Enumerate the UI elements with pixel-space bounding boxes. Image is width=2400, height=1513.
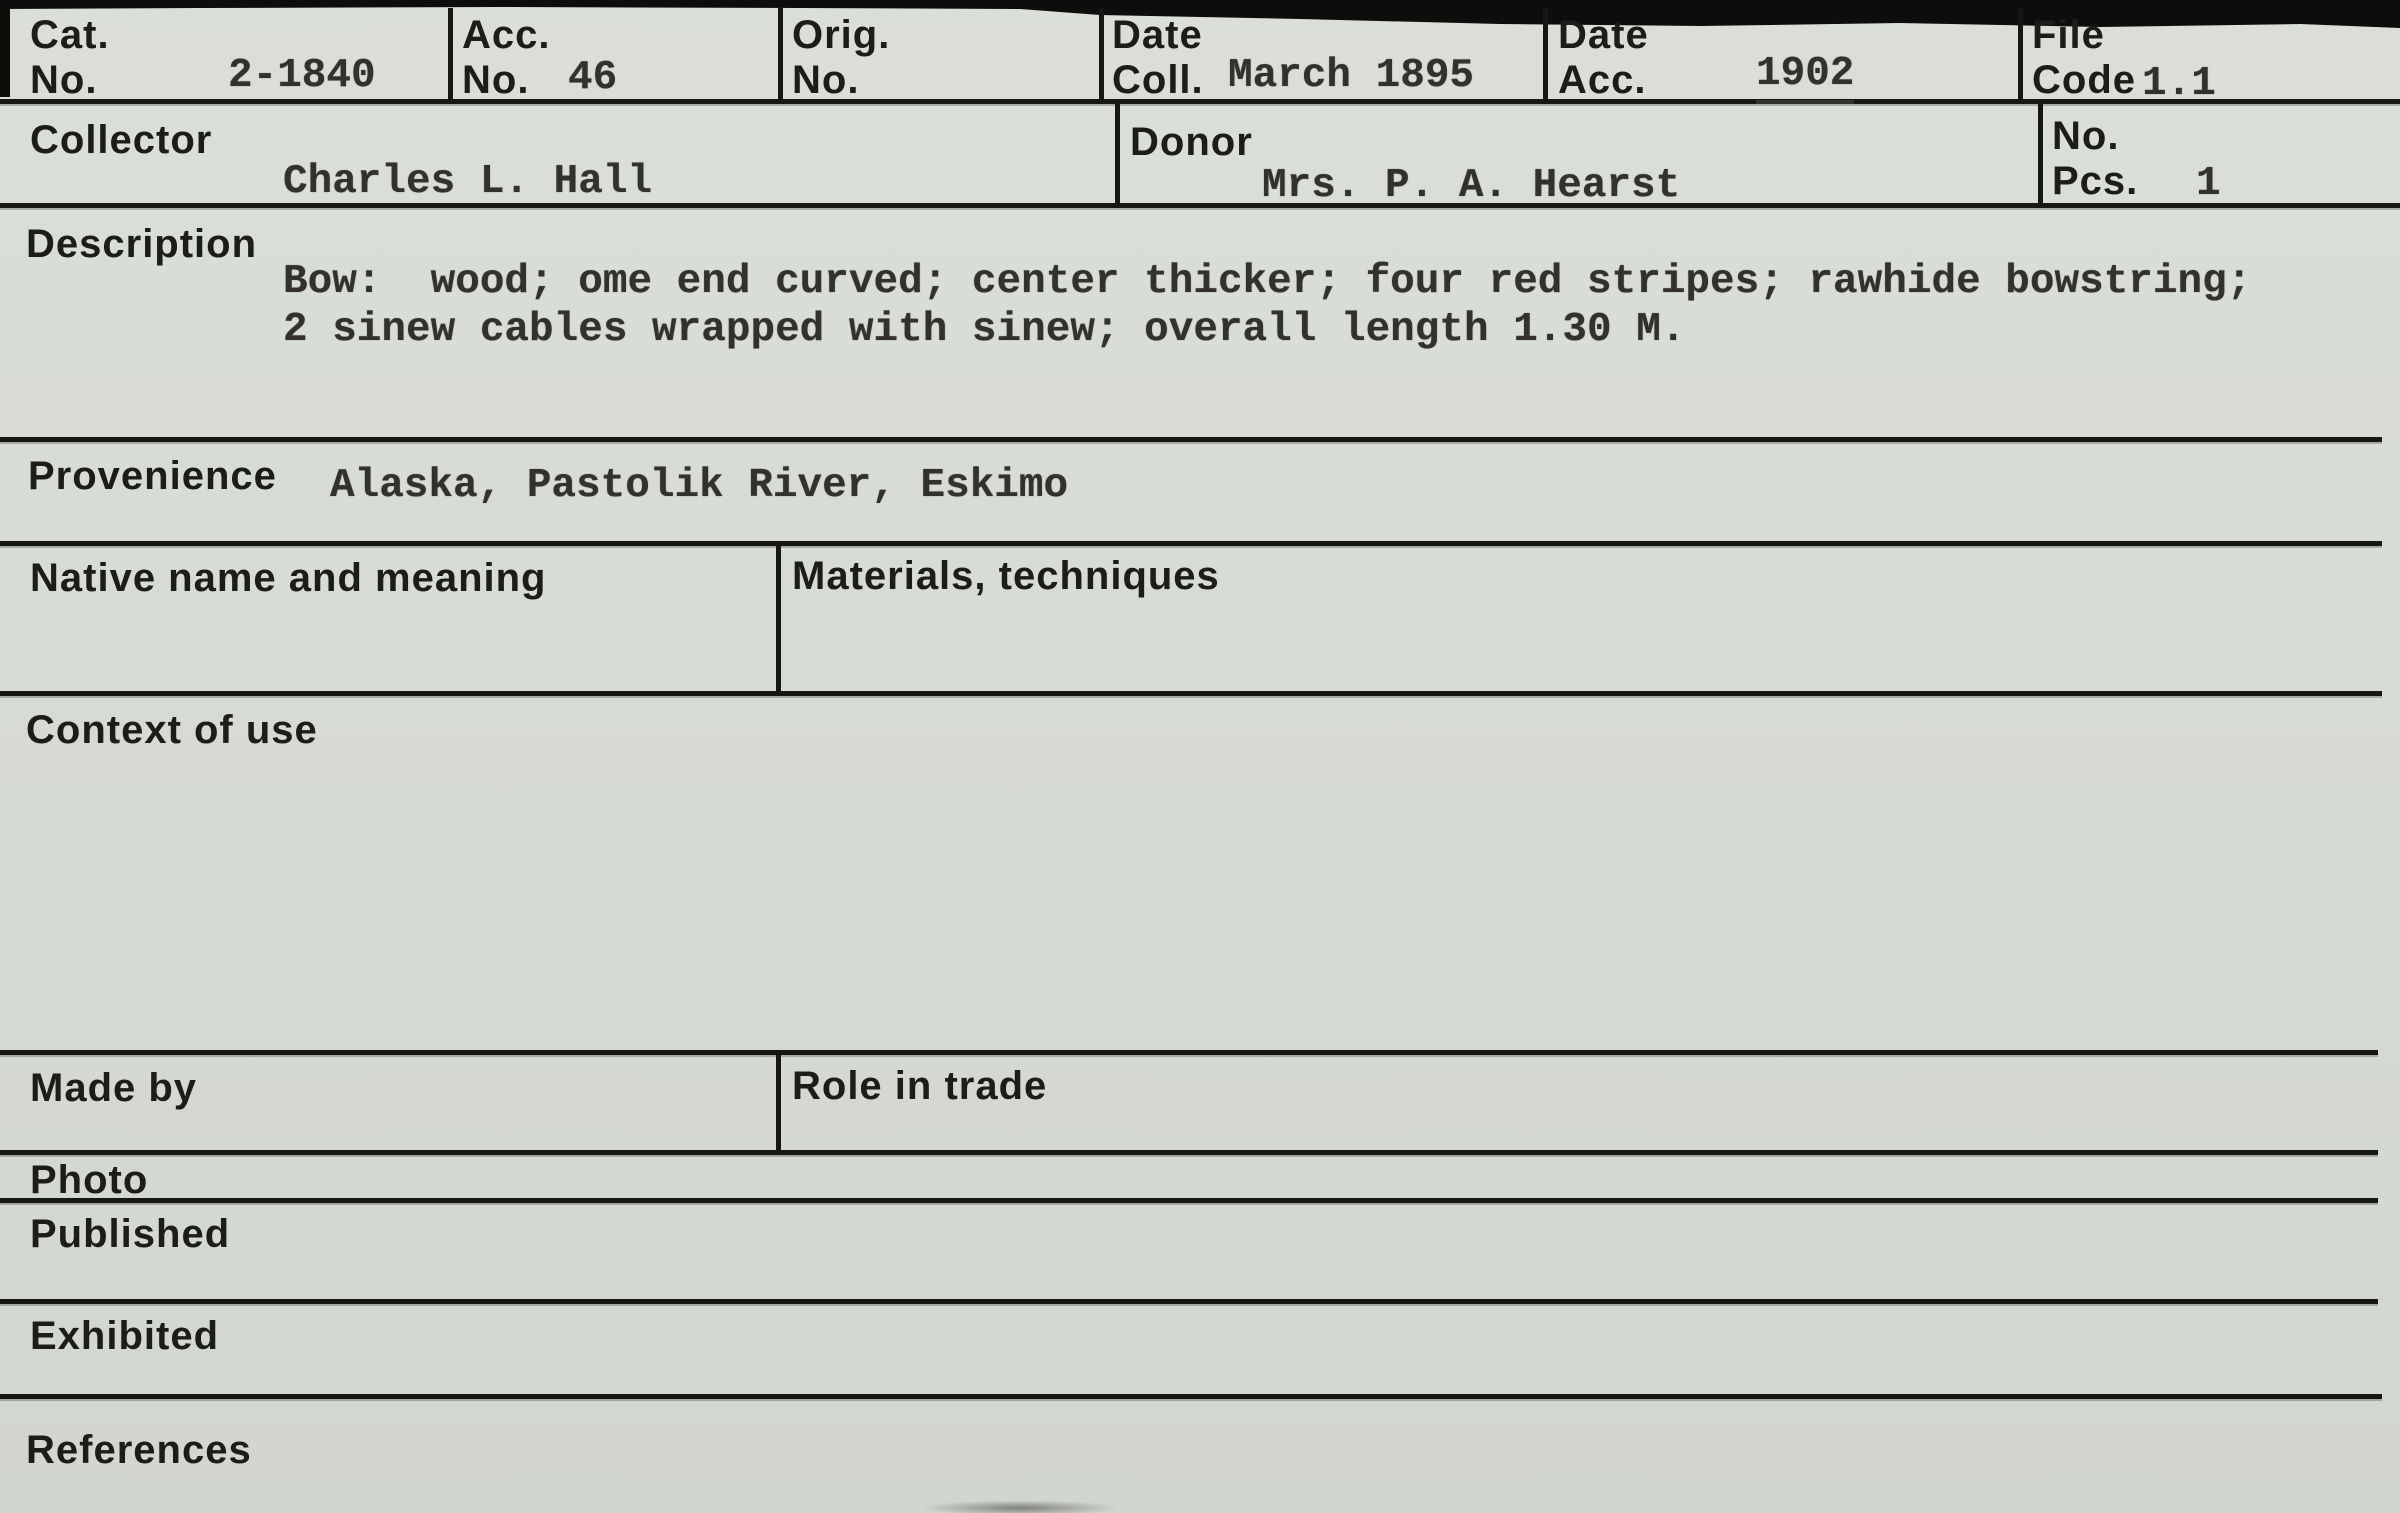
description-line1: Bow: wood; ome end curved; center thicker; four red stripes; rawhide bowstring; — [283, 259, 2252, 305]
divider-native-materials — [776, 541, 781, 693]
native-name-label: Native name and meaning — [30, 556, 547, 600]
divider-collector-donor — [1115, 99, 1120, 205]
divider-cat-acc — [448, 8, 453, 101]
description-line2: 2 sinew cables wrapped with sinew; overall length 1.30 M. — [283, 307, 1686, 353]
role-in-trade-label: Role in trade — [792, 1064, 1048, 1108]
cat-no-value: 2-1840 — [228, 53, 376, 99]
date-acc-label: Date Acc. — [1558, 13, 1649, 102]
rule-under-made-by-row — [0, 1150, 2378, 1155]
rule-under-exhibited-row — [0, 1394, 2382, 1399]
divider-donor-nopcs — [2038, 99, 2043, 205]
made-by-label: Made by — [30, 1066, 198, 1110]
rule-under-published-row — [0, 1299, 2378, 1304]
file-code-label: File Code — [2032, 13, 2136, 102]
description-label: Description — [26, 222, 258, 266]
orig-no-label: Orig. No. — [792, 13, 891, 102]
acc-no-label: Acc. No. — [462, 13, 551, 102]
divider-acc-orig — [778, 8, 783, 101]
provenience-value: Alaska, Pastolik River, Eskimo — [330, 463, 1069, 509]
date-acc-value: 1902 — [1756, 50, 1854, 104]
acc-no-value: 46 — [568, 55, 618, 101]
date-coll-label: Date Coll. — [1112, 13, 1204, 102]
divider-dateacc-filecode — [2018, 8, 2023, 101]
file-code-value: 1.1 — [2142, 61, 2216, 107]
materials-label: Materials, techniques — [792, 554, 1220, 598]
no-pcs-value: 1 — [2196, 161, 2221, 207]
donor-value: Mrs. P. A. Hearst — [1262, 163, 1681, 209]
no-pcs-label: No. Pcs. — [2052, 114, 2139, 203]
divider-madeby-roletrade — [776, 1050, 781, 1152]
collector-label: Collector — [30, 118, 213, 162]
donor-label: Donor — [1130, 120, 1253, 164]
references-label: References — [26, 1428, 252, 1472]
scan-edge-left-bar — [0, 0, 10, 97]
cat-no-label: Cat. No. — [30, 13, 110, 102]
rule-under-photo-row — [0, 1198, 2378, 1203]
rule-under-native-name-row — [0, 691, 2382, 696]
scan-smudge-bottom — [920, 1500, 1120, 1513]
divider-datecoll-dateacc — [1543, 8, 1548, 101]
rule-under-description — [0, 437, 2382, 442]
divider-orig-datecoll — [1099, 8, 1104, 101]
context-of-use-label: Context of use — [26, 708, 318, 752]
provenience-label: Provenience — [28, 454, 277, 498]
photo-label: Photo — [30, 1158, 149, 1202]
date-coll-value: March 1895 — [1228, 53, 1475, 99]
published-label: Published — [30, 1212, 231, 1256]
rule-under-provenience — [0, 541, 2382, 546]
rule-above-made-by-row — [0, 1050, 2378, 1055]
collector-value: Charles L. Hall — [283, 159, 653, 205]
exhibited-label: Exhibited — [30, 1314, 220, 1358]
